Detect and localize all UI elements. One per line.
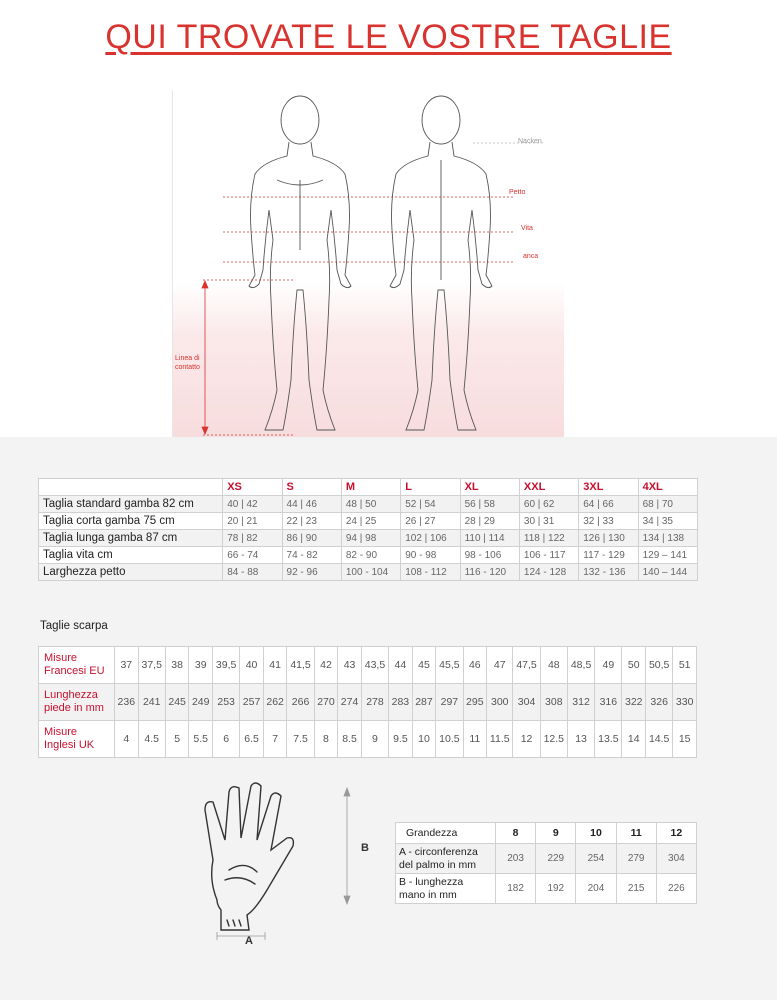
size-value-cell: 74 - 82 xyxy=(282,547,341,564)
shoe-value-cell: 45 xyxy=(412,647,436,684)
shoe-value-cell: 41 xyxy=(263,647,287,684)
size-header: 3XL xyxy=(579,479,638,496)
shoe-value-cell: 13 xyxy=(567,721,594,758)
shoe-value-cell: 45,5 xyxy=(436,647,463,684)
size-value-cell: 52 | 54 xyxy=(401,496,460,513)
size-value-cell: 34 | 35 xyxy=(638,513,697,530)
shoe-value-cell: 41,5 xyxy=(287,647,314,684)
size-value-cell: 126 | 130 xyxy=(579,530,638,547)
shoe-value-cell: 236 xyxy=(115,684,139,721)
shoe-value-cell: 12.5 xyxy=(540,721,567,758)
glove-value-cell: 226 xyxy=(656,874,696,904)
shoe-value-cell: 46 xyxy=(463,647,487,684)
shoe-row-label-line1: Lunghezza xyxy=(44,689,98,701)
shoe-value-cell: 278 xyxy=(361,684,388,721)
glove-size-header: 9 xyxy=(536,823,576,844)
shoe-value-cell: 12 xyxy=(513,721,540,758)
hand-label-a: A xyxy=(245,935,253,947)
shoe-value-cell: 322 xyxy=(622,684,646,721)
glove-header-label: Grandezza xyxy=(396,823,496,844)
shoe-value-cell: 4 xyxy=(115,721,139,758)
shoe-row-label xyxy=(39,721,115,758)
size-value-cell: 20 | 21 xyxy=(223,513,282,530)
size-value-cell: 94 | 98 xyxy=(341,530,400,547)
size-header-row xyxy=(39,479,698,496)
size-header: XXL xyxy=(519,479,578,496)
glove-size-table xyxy=(395,822,697,904)
size-value-cell: 98 - 106 xyxy=(460,547,519,564)
size-row xyxy=(39,513,698,530)
shoe-row-label-line1: Misure xyxy=(44,726,78,738)
glove-value-cell: 182 xyxy=(496,874,536,904)
shoe-value-cell: 304 xyxy=(513,684,540,721)
glove-header-row xyxy=(396,823,697,844)
shoe-value-cell: 48,5 xyxy=(567,647,594,684)
shoe-value-cell: 287 xyxy=(412,684,436,721)
size-value-cell: 22 | 23 xyxy=(282,513,341,530)
shoe-value-cell: 11.5 xyxy=(487,721,513,758)
size-value-cell: 117 - 129 xyxy=(579,547,638,564)
glove-row-label-line2: mano in mm xyxy=(399,888,457,901)
size-value-cell: 44 | 46 xyxy=(282,496,341,513)
shoe-value-cell: 7 xyxy=(263,721,287,758)
size-value-cell: 64 | 66 xyxy=(579,496,638,513)
size-value-cell: 84 - 88 xyxy=(223,564,282,581)
shoe-value-cell: 4.5 xyxy=(138,721,165,758)
shoe-value-cell: 316 xyxy=(595,684,622,721)
size-value-cell: 82 - 90 xyxy=(341,547,400,564)
glove-row-label-line1: B - lunghezza xyxy=(399,875,464,888)
glove-size-header: 12 xyxy=(656,823,696,844)
size-value-cell: 108 - 112 xyxy=(401,564,460,581)
size-header: S xyxy=(282,479,341,496)
shoe-value-cell: 11 xyxy=(463,721,487,758)
shoe-row-label xyxy=(39,684,115,721)
shoe-row xyxy=(39,647,697,684)
size-row xyxy=(39,530,698,547)
size-value-cell: 32 | 33 xyxy=(579,513,638,530)
glove-value-cell: 204 xyxy=(576,874,616,904)
size-row xyxy=(39,564,698,581)
size-value-cell: 56 | 58 xyxy=(460,496,519,513)
chest-label: Petto xyxy=(509,189,526,196)
glove-row-label xyxy=(396,874,496,904)
glove-value-cell: 192 xyxy=(536,874,576,904)
shoe-value-cell: 326 xyxy=(646,684,673,721)
shoe-value-cell: 257 xyxy=(240,684,264,721)
shoe-value-cell: 43,5 xyxy=(361,647,388,684)
shoe-value-cell: 42 xyxy=(314,647,338,684)
size-value-cell: 86 | 90 xyxy=(282,530,341,547)
shoe-value-cell: 266 xyxy=(287,684,314,721)
size-header: XL xyxy=(460,479,519,496)
size-value-cell: 24 | 25 xyxy=(341,513,400,530)
inseam-label-line1: Linea di xyxy=(175,355,200,362)
size-value-cell: 102 | 106 xyxy=(401,530,460,547)
shoe-row xyxy=(39,684,697,721)
shoe-value-cell: 7.5 xyxy=(287,721,314,758)
size-value-cell: 100 - 104 xyxy=(341,564,400,581)
shoe-value-cell: 14.5 xyxy=(646,721,673,758)
shoe-value-cell: 47 xyxy=(487,647,513,684)
glove-value-cell: 215 xyxy=(616,874,656,904)
size-value-cell: 140 – 144 xyxy=(638,564,697,581)
glove-size-header: 11 xyxy=(616,823,656,844)
size-header: L xyxy=(401,479,460,496)
glove-row-label-line2: del palmo in mm xyxy=(399,858,477,871)
size-value-cell: 90 - 98 xyxy=(401,547,460,564)
glove-value-cell: 304 xyxy=(656,844,696,874)
size-value-cell: 26 | 27 xyxy=(401,513,460,530)
shoe-value-cell: 39 xyxy=(189,647,213,684)
shoe-value-cell: 37,5 xyxy=(138,647,165,684)
shoe-row-label-line2: Inglesi UK xyxy=(44,739,95,751)
size-header: XS xyxy=(223,479,282,496)
shoe-row xyxy=(39,721,697,758)
shoe-value-cell: 39,5 xyxy=(213,647,240,684)
shoe-value-cell: 10.5 xyxy=(436,721,463,758)
shoe-size-caption: Taglie scarpa xyxy=(40,620,108,632)
shoe-value-cell: 10 xyxy=(412,721,436,758)
size-value-cell: 78 | 82 xyxy=(223,530,282,547)
header-empty-cell xyxy=(39,479,223,496)
size-value-cell: 116 - 120 xyxy=(460,564,519,581)
size-value-cell: 68 | 70 xyxy=(638,496,697,513)
shoe-value-cell: 241 xyxy=(138,684,165,721)
shoe-value-cell: 253 xyxy=(213,684,240,721)
shoe-value-cell: 300 xyxy=(487,684,513,721)
shoe-value-cell: 50,5 xyxy=(646,647,673,684)
shoe-value-cell: 6 xyxy=(213,721,240,758)
size-row xyxy=(39,547,698,564)
shoe-value-cell: 15 xyxy=(673,721,697,758)
size-header: 4XL xyxy=(638,479,697,496)
shoe-value-cell: 43 xyxy=(338,647,362,684)
hand-measurement-figure xyxy=(195,780,370,950)
shoe-value-cell: 50 xyxy=(622,647,646,684)
body-silhouette-illustration xyxy=(173,90,565,440)
shoe-value-cell: 47,5 xyxy=(513,647,540,684)
shoe-value-cell: 51 xyxy=(673,647,697,684)
shoe-value-cell: 48 xyxy=(540,647,567,684)
size-value-cell: 66 - 74 xyxy=(223,547,282,564)
size-value-cell: 48 | 50 xyxy=(341,496,400,513)
shoe-value-cell: 44 xyxy=(389,647,413,684)
size-value-cell: 28 | 29 xyxy=(460,513,519,530)
shoe-value-cell: 49 xyxy=(595,647,622,684)
clothing-size-table xyxy=(38,478,698,581)
glove-size-header: 10 xyxy=(576,823,616,844)
size-row-label: Taglia lunga gamba 87 cm xyxy=(39,530,223,547)
inseam-label xyxy=(175,354,200,372)
size-value-cell: 40 | 42 xyxy=(223,496,282,513)
shoe-value-cell: 5.5 xyxy=(189,721,213,758)
shoe-value-cell: 270 xyxy=(314,684,338,721)
shoe-value-cell: 37 xyxy=(115,647,139,684)
glove-value-cell: 229 xyxy=(536,844,576,874)
size-value-cell: 129 – 141 xyxy=(638,547,697,564)
size-row-label: Taglia corta gamba 75 cm xyxy=(39,513,223,530)
size-value-cell: 118 | 122 xyxy=(519,530,578,547)
shoe-value-cell: 6.5 xyxy=(240,721,264,758)
hand-label-b: B xyxy=(361,842,369,854)
shoe-value-cell: 297 xyxy=(436,684,463,721)
shoe-value-cell: 312 xyxy=(567,684,594,721)
glove-value-cell: 254 xyxy=(576,844,616,874)
shoe-row-label-line1: Misure xyxy=(44,652,78,664)
shoe-value-cell: 14 xyxy=(622,721,646,758)
size-value-cell: 106 - 117 xyxy=(519,547,578,564)
neck-label: Nacken xyxy=(518,138,542,145)
glove-value-cell: 203 xyxy=(496,844,536,874)
page-title: QUI TROVATE LE VOSTRE TAGLIE xyxy=(105,18,672,56)
shoe-value-cell: 249 xyxy=(189,684,213,721)
glove-row xyxy=(396,874,697,904)
shoe-value-cell: 13.5 xyxy=(595,721,622,758)
size-row xyxy=(39,496,698,513)
shoe-value-cell: 8.5 xyxy=(338,721,362,758)
shoe-value-cell: 330 xyxy=(673,684,697,721)
shoe-value-cell: 295 xyxy=(463,684,487,721)
size-value-cell: 134 | 138 xyxy=(638,530,697,547)
shoe-value-cell: 262 xyxy=(263,684,287,721)
glove-value-cell: 279 xyxy=(616,844,656,874)
size-header: M xyxy=(341,479,400,496)
shoe-value-cell: 283 xyxy=(389,684,413,721)
hip-label: anca xyxy=(523,253,539,260)
shoe-value-cell: 274 xyxy=(338,684,362,721)
hand-illustration xyxy=(195,780,370,950)
shoe-value-cell: 5 xyxy=(165,721,189,758)
waist-label: Vita xyxy=(521,225,533,232)
size-value-cell: 132 - 136 xyxy=(579,564,638,581)
size-value-cell: 30 | 31 xyxy=(519,513,578,530)
size-row-label: Taglia vita cm xyxy=(39,547,223,564)
shoe-value-cell: 8 xyxy=(314,721,338,758)
glove-row xyxy=(396,844,697,874)
size-value-cell: 60 | 62 xyxy=(519,496,578,513)
glove-row-label-line1: A - circonferenza xyxy=(399,845,478,858)
shoe-value-cell: 308 xyxy=(540,684,567,721)
size-row-label: Taglia standard gamba 82 cm xyxy=(39,496,223,513)
size-value-cell: 92 - 96 xyxy=(282,564,341,581)
size-value-cell: 110 | 114 xyxy=(460,530,519,547)
shoe-size-table xyxy=(38,646,697,758)
size-row-label: Larghezza petto xyxy=(39,564,223,581)
body-measurement-figure xyxy=(172,90,564,440)
size-value-cell: 124 - 128 xyxy=(519,564,578,581)
shoe-row-label-line2: Francesi EU xyxy=(44,665,105,677)
inseam-label-line2: contatto xyxy=(175,364,200,371)
glove-size-header: 8 xyxy=(496,823,536,844)
shoe-value-cell: 9.5 xyxy=(389,721,413,758)
shoe-value-cell: 40 xyxy=(240,647,264,684)
shoe-value-cell: 245 xyxy=(165,684,189,721)
shoe-value-cell: 9 xyxy=(361,721,388,758)
glove-row-label xyxy=(396,844,496,874)
shoe-value-cell: 38 xyxy=(165,647,189,684)
shoe-row-label-line2: piede in mm xyxy=(44,702,104,714)
shoe-row-label xyxy=(39,647,115,684)
